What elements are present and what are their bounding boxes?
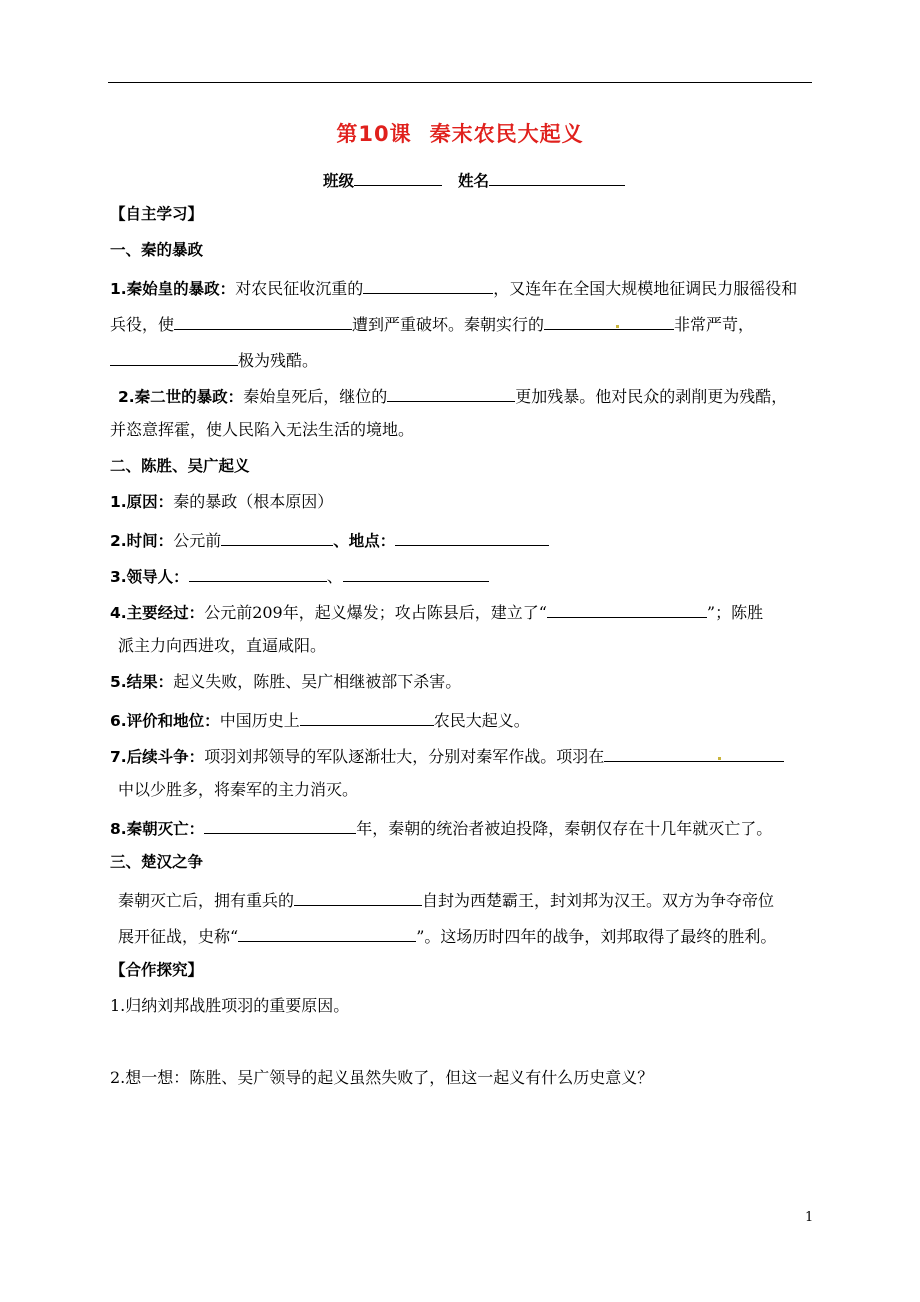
fill-blank[interactable] (343, 564, 489, 582)
name-blank[interactable] (489, 168, 625, 186)
question-1: 1.归纳刘邦战胜项羽的重要原因。 (110, 996, 350, 1015)
sec2-item7-line2: 中以少胜多，将秦军的主力消灭。 (118, 780, 359, 799)
section-1-title: 一、秦的暴政 (110, 241, 204, 259)
section-2-title: 二、陈胜、吴广起义 (110, 457, 250, 475)
fill-blank[interactable] (221, 528, 333, 546)
class-label: 班级 (323, 172, 355, 190)
sec2-item7-line1: 7.后续斗争：项羽刘邦领导的军队逐渐壮大，分别对秦军作战。项羽在 (110, 744, 784, 767)
sec3-line2: 展开征战，史称“ ”。这场历时四年的战争，刘邦取得了最终的胜利。 (118, 924, 776, 947)
page-number: 1 (805, 1210, 814, 1225)
class-blank[interactable] (354, 168, 442, 186)
sec1-para1-line3: 极为残酷。 (110, 348, 318, 371)
fill-blank[interactable] (544, 312, 674, 330)
cooperation-heading: 【合作探究】 (110, 961, 204, 979)
sec3-line1: 秦朝灭亡后，拥有重兵的 自封为西楚霸王，封刘邦为汉王。双方为争夺帝位 (118, 888, 774, 911)
sec2-item6: 6.评价和地位：中国历史上 农民大起义。 (110, 708, 530, 731)
sec1-para2-line2: 并恣意挥霍，使人民陷入无法生活的境地。 (110, 420, 415, 439)
fill-blank[interactable] (363, 276, 493, 294)
fill-blank[interactable] (387, 384, 515, 402)
fill-blank[interactable] (604, 744, 784, 762)
name-label: 姓名 (458, 172, 490, 190)
fill-blank[interactable] (395, 528, 549, 546)
header-rule (108, 82, 812, 83)
self-study-heading: 【自主学习】 (110, 205, 204, 223)
fill-blank[interactable] (300, 708, 434, 726)
sec1-para1-line2: 兵役，使 遭到严重破坏。秦朝实行的 非常严苛， (110, 312, 754, 335)
fill-blank[interactable] (547, 600, 707, 618)
sec1-para2-line1: 2.秦二世的暴政：秦始皇死后，继位的 更加残暴。他对民众的剥削更为残酷， (118, 384, 787, 407)
fill-blank[interactable] (110, 348, 238, 366)
sec2-item1: 1.原因：秦的暴政（根本原因） (110, 492, 334, 511)
sec1-para1-line1: 1.秦始皇的暴政：对农民征收沉重的 ，又连年在全国大规模地征调民力服徭役和 (110, 276, 797, 299)
question-2: 2.想一想：陈胜、吴广领导的起义虽然失败了，但这一起义有什么历史意义？ (110, 1068, 654, 1087)
sec2-item5: 5.结果：起义失败，陈胜、吴广相继被部下杀害。 (110, 672, 462, 691)
fill-blank[interactable] (204, 816, 356, 834)
section-3-title: 三、楚汉之争 (110, 853, 204, 871)
student-info (323, 168, 625, 191)
sec2-item2: 2.时间：公元前 、地点： (110, 528, 549, 551)
fill-blank[interactable] (174, 312, 352, 330)
fill-blank[interactable] (294, 888, 422, 906)
lesson-topic: 秦末农民大起义 (429, 122, 584, 146)
sec2-item3: 3.领导人： 、 (110, 564, 489, 587)
sec2-item8: 8.秦朝灭亡： 年，秦朝的统治者被迫投降，秦朝仅存在十几年就灭亡了。 (110, 816, 772, 839)
lesson-number: 第10课 (336, 122, 412, 146)
sec2-item4-line1: 4.主要经过：公元前209年，起义爆发；攻占陈县后，建立了“ ”；陈胜 (110, 600, 763, 623)
fill-blank[interactable] (189, 564, 327, 582)
sec2-item4-line2: 派主力向西进攻，直逼咸阳。 (118, 636, 327, 655)
page-title (0, 118, 920, 148)
fill-blank[interactable] (238, 924, 416, 942)
